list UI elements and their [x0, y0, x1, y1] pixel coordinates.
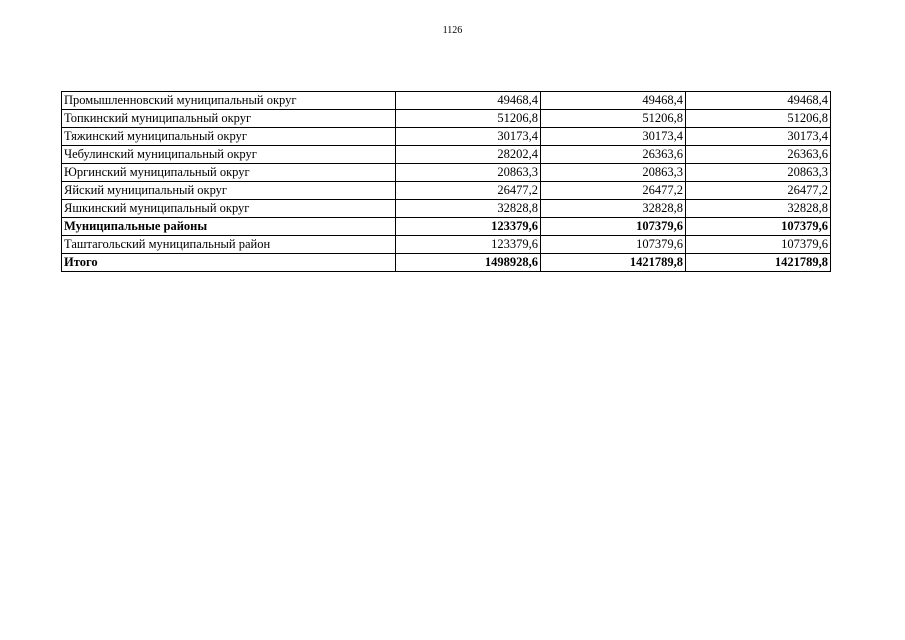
- value-cell-3: 26363,6: [686, 146, 831, 164]
- row-name-cell: Муниципальные районы: [62, 218, 396, 236]
- row-name-cell: Яшкинский муниципальный округ: [62, 200, 396, 218]
- value-cell-1: 123379,6: [396, 218, 541, 236]
- value-cell-2: 1421789,8: [541, 254, 686, 272]
- table-row: [62, 92, 831, 110]
- table-row: [62, 218, 831, 236]
- row-name-cell: Итого: [62, 254, 396, 272]
- value-cell-3: 107379,6: [686, 236, 831, 254]
- value-cell-1: 32828,8: [396, 200, 541, 218]
- value-cell-2: 32828,8: [541, 200, 686, 218]
- value-cell-2: 49468,4: [541, 92, 686, 110]
- value-cell-2: 107379,6: [541, 236, 686, 254]
- table-row: [62, 110, 831, 128]
- value-cell-2: 107379,6: [541, 218, 686, 236]
- value-cell-3: 51206,8: [686, 110, 831, 128]
- value-cell-2: 26363,6: [541, 146, 686, 164]
- value-cell-1: 26477,2: [396, 182, 541, 200]
- row-name-cell: Чебулинский муниципальный округ: [62, 146, 396, 164]
- table-row: [62, 200, 831, 218]
- row-name-cell: Таштагольский муниципальный район: [62, 236, 396, 254]
- value-cell-3: 1421789,8: [686, 254, 831, 272]
- value-cell-1: 30173,4: [396, 128, 541, 146]
- row-name-cell: Промышленновский муниципальный округ: [62, 92, 396, 110]
- value-cell-1: 1498928,6: [396, 254, 541, 272]
- value-cell-3: 107379,6: [686, 218, 831, 236]
- row-name-cell: Яйский муниципальный округ: [62, 182, 396, 200]
- page-number: 1126: [442, 25, 463, 36]
- value-cell-1: 49468,4: [396, 92, 541, 110]
- table-row: [62, 164, 831, 182]
- table-row: [62, 254, 831, 272]
- value-cell-2: 30173,4: [541, 128, 686, 146]
- table-row: [62, 146, 831, 164]
- value-cell-1: 123379,6: [396, 236, 541, 254]
- value-cell-2: 26477,2: [541, 182, 686, 200]
- row-name-cell: Тяжинский муниципальный округ: [62, 128, 396, 146]
- value-cell-1: 28202,4: [396, 146, 541, 164]
- value-cell-2: 20863,3: [541, 164, 686, 182]
- budget-table-body: [62, 92, 831, 272]
- value-cell-1: 51206,8: [396, 110, 541, 128]
- row-name-cell: Юргинский муниципальный округ: [62, 164, 396, 182]
- table-row: [62, 182, 831, 200]
- value-cell-3: 26477,2: [686, 182, 831, 200]
- value-cell-3: 32828,8: [686, 200, 831, 218]
- value-cell-1: 20863,3: [396, 164, 541, 182]
- row-name-cell: Топкинский муниципальный округ: [62, 110, 396, 128]
- table-row: [62, 236, 831, 254]
- value-cell-3: 20863,3: [686, 164, 831, 182]
- budget-table: [61, 91, 831, 272]
- value-cell-2: 51206,8: [541, 110, 686, 128]
- value-cell-3: 49468,4: [686, 92, 831, 110]
- value-cell-3: 30173,4: [686, 128, 831, 146]
- table-row: [62, 128, 831, 146]
